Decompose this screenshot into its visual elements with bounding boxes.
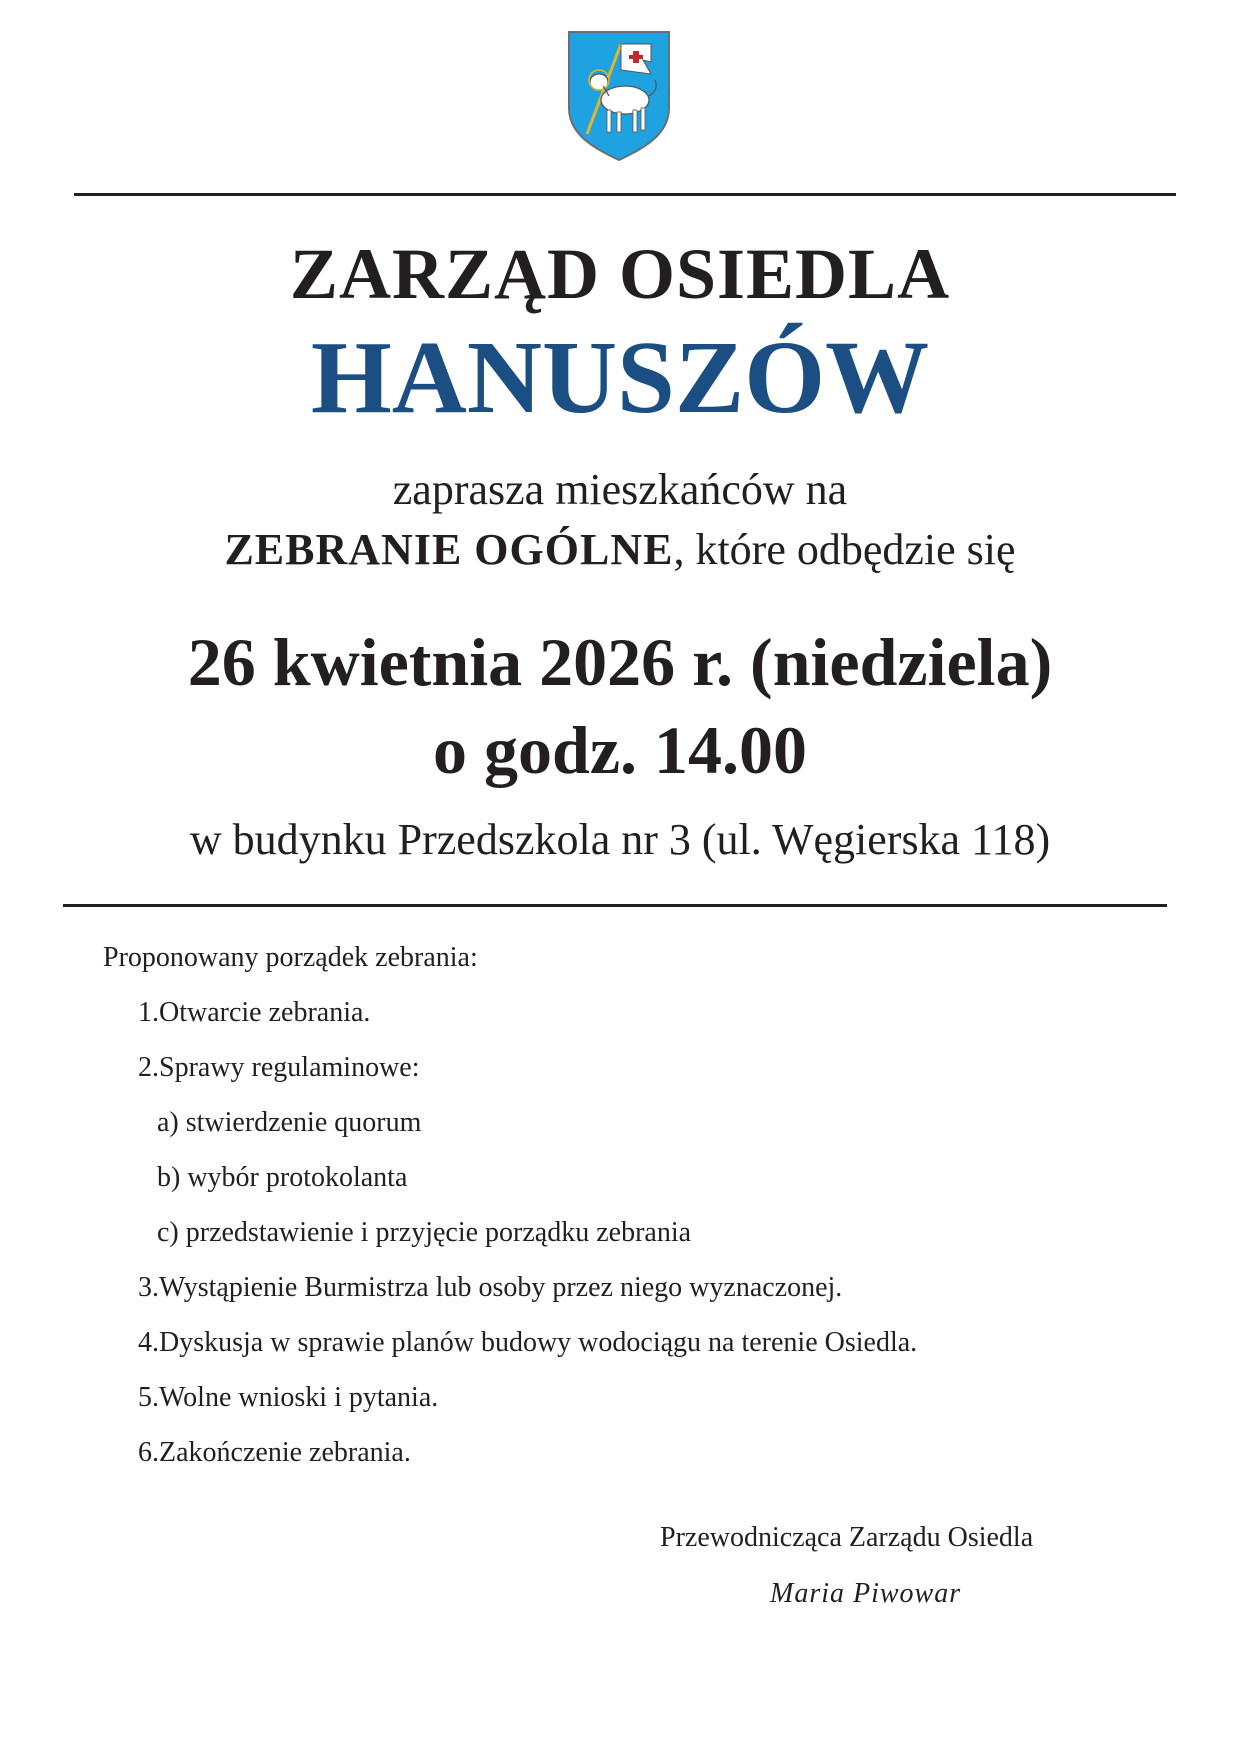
invitation-line-rest: , które odbędzie się [673, 525, 1016, 574]
agenda-subitem-text: b) wybór protokolanta [157, 1162, 408, 1193]
meeting-time: o godz. 14.00 [433, 712, 807, 788]
invitation-meeting-line [0, 522, 1240, 578]
agenda [103, 940, 1123, 1490]
agenda-item-number: 2. [138, 1052, 159, 1083]
agenda-item [103, 995, 1123, 1031]
agenda-item-number: 5. [138, 1382, 159, 1413]
agenda-item-number: 3. [138, 1272, 159, 1303]
signature-role: Przewodnicząca Zarządu Osiedla [660, 1522, 1034, 1553]
agenda-item-number: 4. [138, 1327, 159, 1358]
heading-district-name: HANUSZÓW [310, 320, 930, 435]
meeting-type: ZEBRANIE OGÓLNE [224, 525, 674, 574]
signature-name: Maria Piwowar [770, 1578, 962, 1609]
agenda-item-text: Dyskusja w sprawie planów budowy wodociągu na terenie Osiedla. [159, 1327, 918, 1358]
invitation-line: zaprasza mieszkańców na [392, 465, 848, 514]
agenda-item-text: Otwarcie zebrania. [159, 997, 371, 1028]
agenda-item-number: 1. [138, 997, 159, 1028]
agenda-item-number: 6. [138, 1437, 159, 1468]
meeting-date: 26 kwietnia 2026 r. (niedziela) [187, 624, 1053, 700]
agenda-subitem [103, 1105, 1123, 1141]
middle-divider [63, 904, 1167, 907]
agenda-subitem-text: c) przedstawienie i przyjęcie porządku zebrania [157, 1217, 692, 1248]
coat-of-arms-icon [567, 30, 671, 162]
top-divider [74, 193, 1176, 196]
agenda-subitem [103, 1215, 1123, 1251]
agenda-item [103, 1325, 1123, 1361]
agenda-item-text: Zakończenie zebrania. [159, 1437, 411, 1468]
agenda-item-text: Wystąpienie Burmistrza lub osoby przez niego wyznaczonej. [159, 1272, 843, 1303]
agenda-item [103, 1435, 1123, 1471]
meeting-place: w budynku Przedszkola nr 3 (ul. Węgierska 118) [189, 815, 1051, 864]
agenda-item-text: Sprawy regulaminowe: [159, 1052, 420, 1083]
signature-block [660, 1520, 1120, 1609]
agenda-subitem-text: a) stwierdzenie quorum [157, 1107, 422, 1138]
agenda-item [103, 1050, 1123, 1086]
agenda-item [103, 1380, 1123, 1416]
agenda-item-text: Wolne wnioski i pytania. [159, 1382, 439, 1413]
agenda-subitem [103, 1160, 1123, 1196]
agenda-item [103, 1270, 1123, 1306]
agenda-heading: Proponowany porządek zebrania: [103, 942, 478, 973]
heading-organization: ZARZĄD OSIEDLA [289, 234, 951, 314]
